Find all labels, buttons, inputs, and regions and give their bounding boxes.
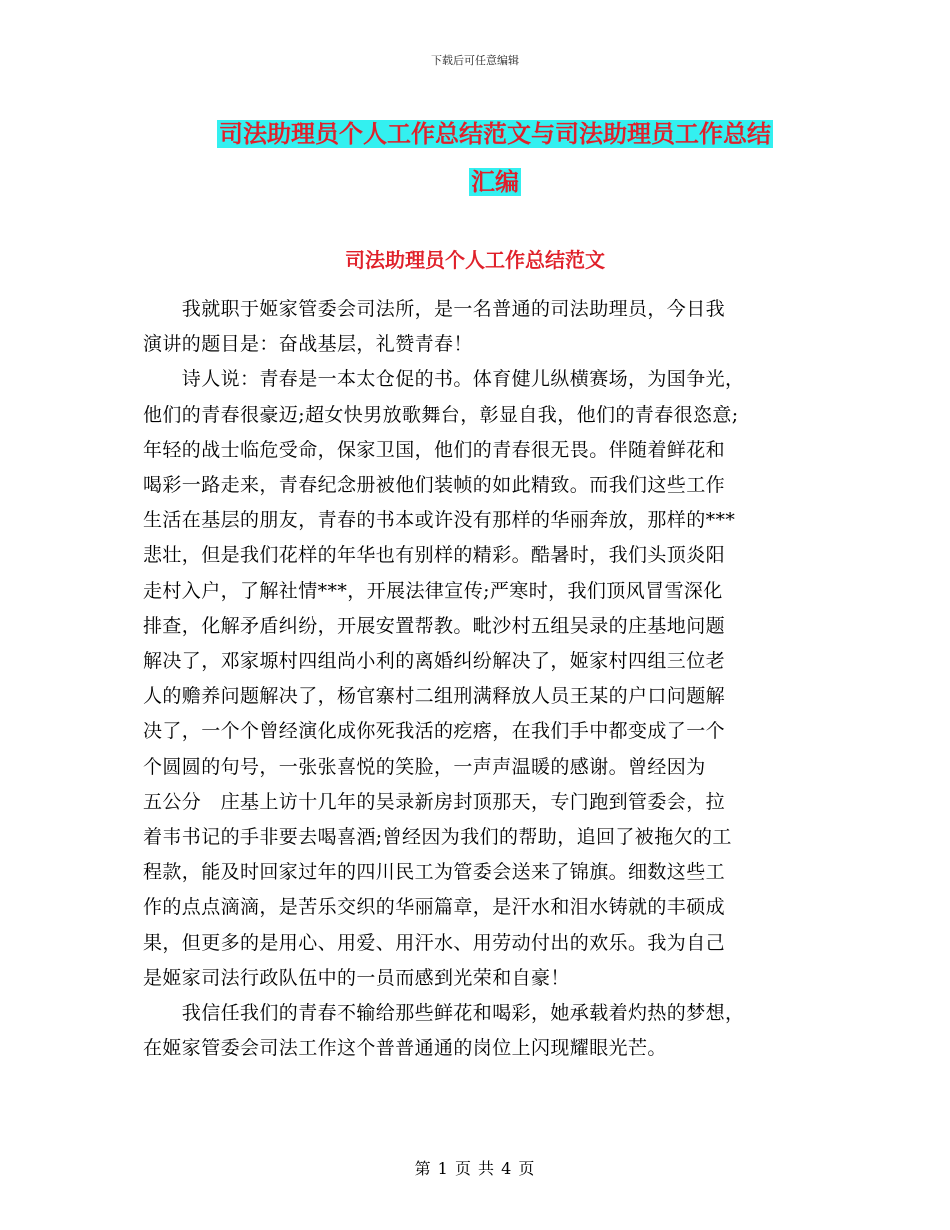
document-title-line1: 司法助理员个人工作总结范文与司法助理员工作总结 bbox=[219, 120, 771, 148]
text-line: 解决了，邓家塬村四组尚小利的离婚纠纷解决了，姬家村四组三位老 bbox=[143, 650, 726, 673]
text-line: 生活在基层的朋友，青春的书本或许没有那样的华丽奔放，那样的*** bbox=[143, 509, 736, 532]
text-line: 喝彩一路走来，青春纪念册被他们装帧的如此精致。而我们这些工作 bbox=[143, 474, 726, 497]
paragraph-main bbox=[143, 362, 813, 996]
text-line: 着韦书记的手非要去喝喜酒;曾经因为我们的帮助，追回了被拖欠的工 bbox=[143, 826, 732, 849]
paragraph-intro bbox=[143, 292, 813, 362]
text-line: 果，但更多的是用心、用爱、用汗水、用劳动付出的欢乐。我为自己 bbox=[143, 931, 726, 954]
header-note: 下载后可任意编辑 bbox=[431, 54, 519, 67]
document-title bbox=[140, 110, 850, 206]
text-line: 决了，一个个曾经演化成你死我活的疙瘩，在我们手中都变成了一个 bbox=[143, 720, 726, 743]
text-line: 个圆圆的句号，一张张喜悦的笑脸，一声声温暖的感谢。曾经因为 bbox=[143, 755, 706, 778]
text-line: 他们的青春很豪迈;超女快男放歌舞台，彰显自我，他们的青春很恣意; bbox=[143, 403, 739, 426]
body-text bbox=[143, 292, 813, 1066]
section-title: 司法助理员个人工作总结范文 bbox=[345, 248, 605, 272]
text-line: 演讲的题目是：奋战基层，礼赞青春！ bbox=[143, 333, 473, 356]
paragraph-closing bbox=[143, 996, 813, 1066]
text-line: 作的点点滴滴，是苦乐交织的华丽篇章，是汗水和泪水铸就的丰硕成 bbox=[143, 896, 726, 919]
text-line: 在姬家管委会司法工作这个普普通通的岗位上闪现耀眼光芒。 bbox=[143, 1037, 667, 1060]
text-line: 五公分 庄基上访十几年的吴录新房封顶那天，专门跑到管委会，拉 bbox=[143, 790, 726, 813]
text-line: 年轻的战士临危受命，保家卫国，他们的青春很无畏。伴随着鲜花和 bbox=[143, 438, 726, 461]
text-line: 走村入户，了解社情***，开展法律宣传;严寒时，我们顶风冒雪深化 bbox=[143, 579, 723, 602]
text-line: 程款，能及时回家过年的四川民工为管委会送来了锦旗。细数这些工 bbox=[143, 861, 726, 884]
text-line: 人的赡养问题解决了，杨官寨村二组刑满释放人员王某的户口问题解 bbox=[143, 685, 726, 708]
document-title-line2: 汇编 bbox=[471, 168, 519, 196]
page-number: 第 1 页 共 4 页 bbox=[414, 1159, 536, 1178]
text-line: 我信任我们的青春不输给那些鲜花和喝彩，她承载着灼热的梦想， bbox=[143, 1002, 745, 1025]
text-line: 排查，化解矛盾纠纷，开展安置帮教。毗沙村五组吴录的庄基地问题 bbox=[143, 614, 726, 637]
text-line: 我就职于姬家管委会司法所，是一名普通的司法助理员，今日我 bbox=[143, 298, 726, 320]
text-line: 悲壮，但是我们花样的年华也有别样的精彩。酷暑时，我们头顶炎阳 bbox=[143, 544, 726, 567]
text-line: 诗人说：青春是一本太仓促的书。体育健儿纵横赛场，为国争光， bbox=[143, 368, 745, 391]
text-line: 是姬家司法行政队伍中的一员而感到光荣和自豪！ bbox=[143, 966, 570, 989]
